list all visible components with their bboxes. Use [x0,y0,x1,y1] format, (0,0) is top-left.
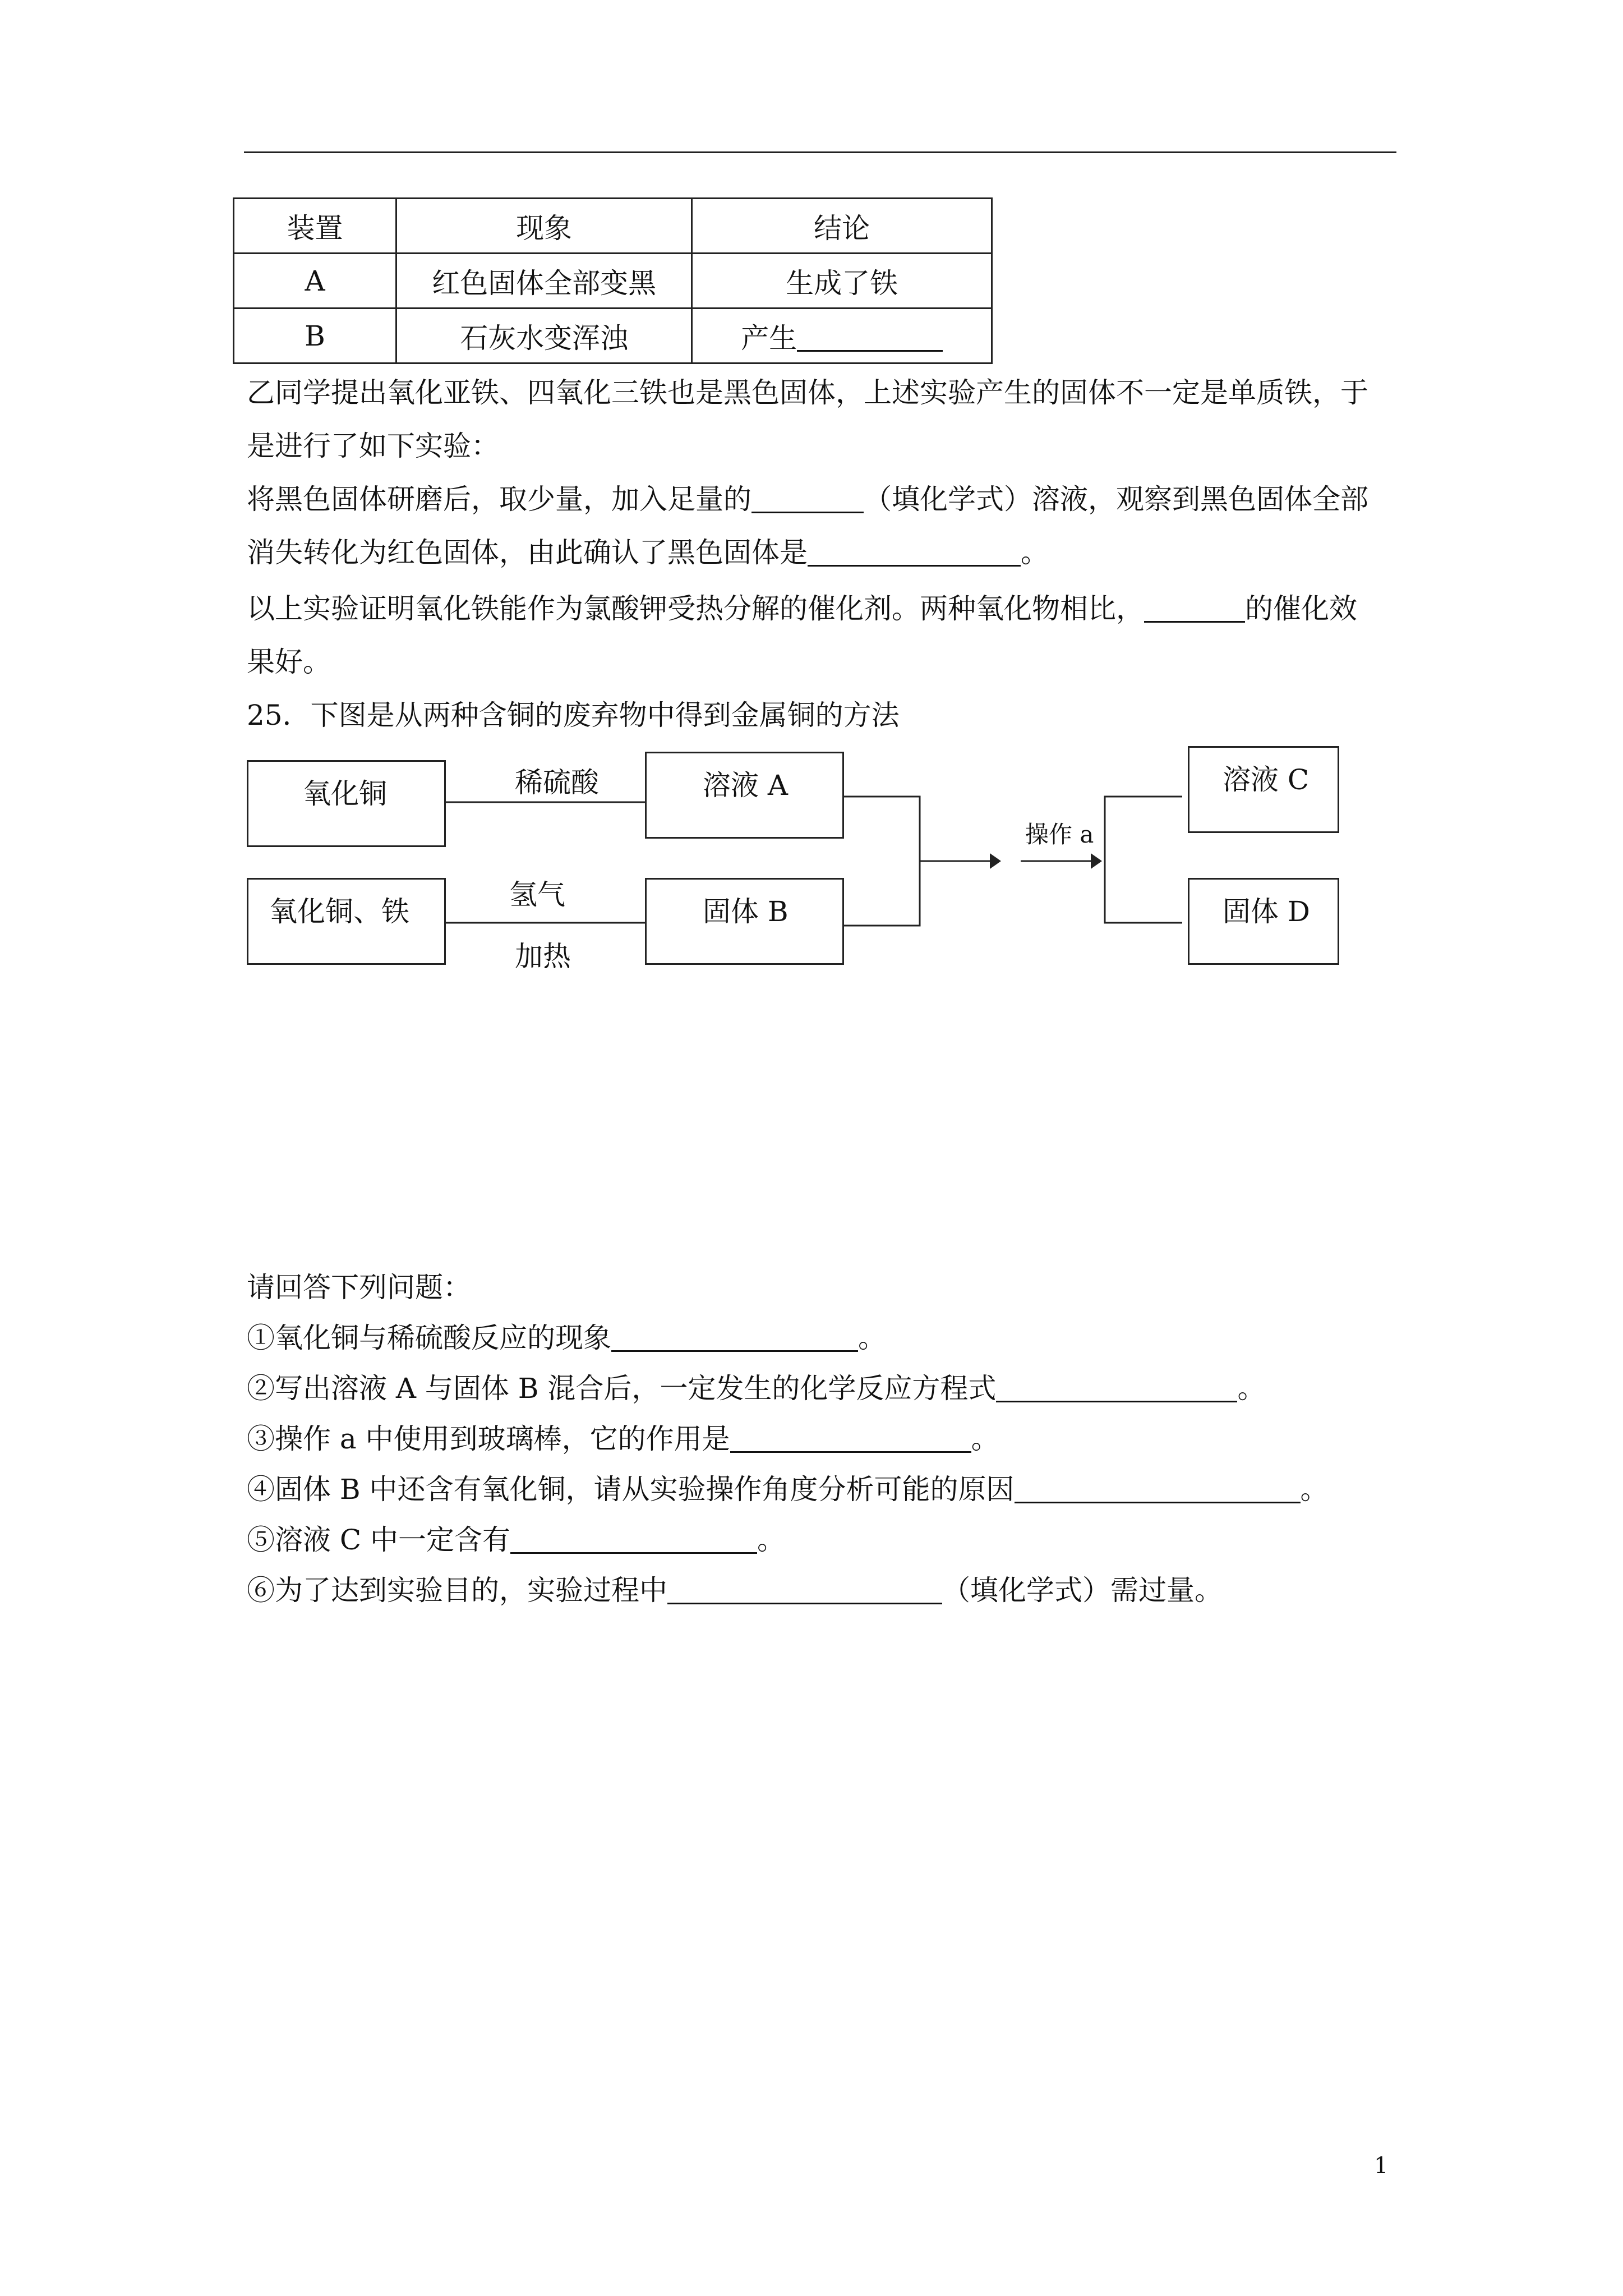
box-solid-d-label: 固体 D [1223,895,1310,928]
box-copper-oxide-iron-label: 氧化铜、铁 [269,895,409,928]
page-number: 1 [1374,2153,1389,2179]
question-text: 。 [858,1322,886,1354]
header-device: 装置 [234,199,396,254]
paragraph-line: 乙同学提出氧化亚铁、四氧化三铁也是黑色固体，上述实验产生的固体不一定是单质铁，于 [247,376,1368,409]
question-title: 25．下图是从两种含铜的废弃物中得到金属铜的方法 [247,699,900,731]
paragraph-text: （填化学式）溶液，观察到黑色固体全部 [864,483,1368,516]
box-solution-c-label: 溶液 C [1223,763,1310,796]
answer-blank[interactable] [1015,1474,1301,1503]
question-text: ⑤溶液 C 中一定含有 [247,1524,511,1556]
answer-blank[interactable] [730,1423,971,1453]
question-text: 。 [971,1423,999,1455]
flow-diagram-lines [0,0,1623,1010]
paragraph-text: 。 [1021,536,1049,569]
merge-bracket [842,797,920,926]
question-line [247,1422,999,1456]
question-text: 。 [757,1524,786,1556]
header-phenomenon: 现象 [396,199,692,254]
question-text: 。 [1300,1473,1329,1506]
label-hydrogen: 氢气 [509,878,565,911]
paragraph-line: 果好。 [247,646,331,678]
paragraph-text: 消失转化为红色固体，由此确认了黑色固体是 [247,536,808,569]
header-conclusion: 结论 [692,199,992,254]
question-line [247,1321,886,1355]
cell-phenomenon: 石灰水变浑浊 [396,309,692,364]
paragraph-text: 的催化效 [1245,592,1357,625]
box-solid-b-label: 固体 B [703,895,789,928]
answer-blank[interactable] [667,1575,942,1604]
label-dilute-sulfuric-acid: 稀硫酸 [515,766,599,799]
label-operation-a: 操作 a [1025,821,1094,848]
questions-intro: 请回答下列问题： [247,1271,471,1304]
paragraph-line: 是进行了如下实验： [247,430,499,462]
question-line [247,1372,1265,1405]
split-bracket [1105,797,1182,923]
cell-conclusion-text: 产生 [741,321,797,355]
label-heating: 加热 [515,940,571,973]
question-line [247,1523,785,1557]
arrow-head-icon [990,853,1001,869]
cell-device: B [234,309,396,364]
cell-conclusion: 生成了铁 [692,254,992,309]
cell-device: A [234,254,396,309]
answer-blank[interactable] [611,1322,858,1352]
question-line [247,1573,1223,1607]
box-solution-a-label: 溶液 A [703,769,789,802]
question-text: ⑥为了达到实验目的，实验过程中 [247,1574,667,1607]
question-text: ①氧化铜与稀硫酸反应的现象 [247,1322,611,1354]
answer-blank[interactable] [996,1373,1237,1402]
question-text: ③操作 a 中使用到玻璃棒，它的作用是 [247,1423,730,1455]
paragraph-text: 以上实验证明氧化铁能作为氯酸钾受热分解的催化剂。两种氧化物相比， [247,592,1144,625]
arrow-head-icon [1091,853,1102,869]
box-copper-oxide-label: 氧化铜 [303,777,387,810]
cell-phenomenon: 红色固体全部变黑 [396,254,692,309]
answer-blank[interactable] [510,1524,757,1554]
question-text: ②写出溶液 A 与固体 B 混合后，一定发生的化学反应方程式 [247,1372,997,1405]
paragraph-text: 将黑色固体研磨后，取少量，加入足量的 [247,483,751,516]
question-text: （填化学式）需过量。 [942,1574,1223,1607]
question-text: ④固体 B 中还含有氧化铜，请从实验操作角度分析可能的原因 [247,1473,1015,1506]
question-line [247,1473,1329,1506]
question-text: 。 [1237,1372,1266,1405]
